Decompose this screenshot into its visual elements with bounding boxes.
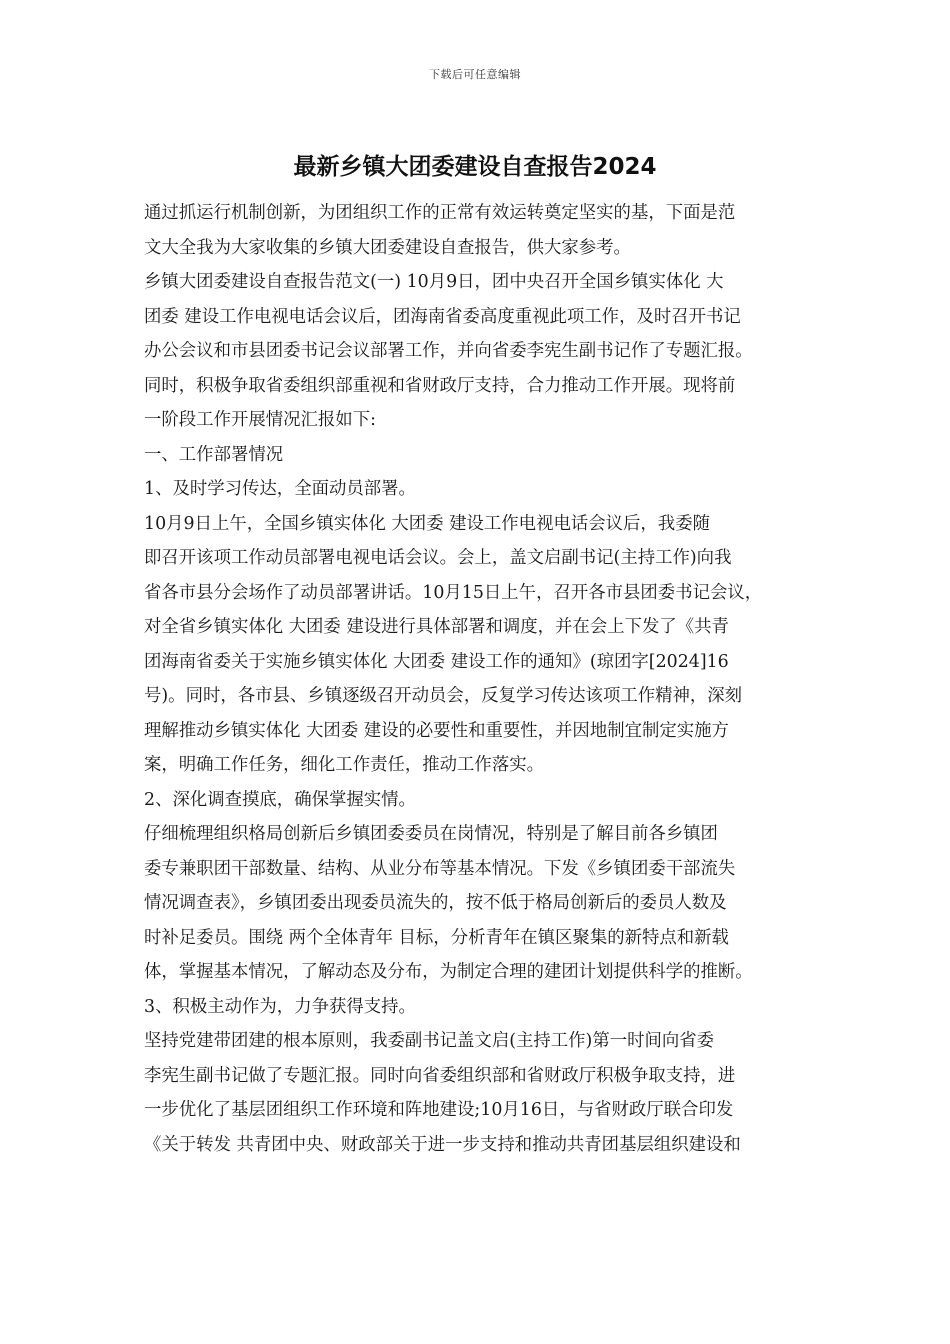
body-line: 体，掌握基本情况，了解动态及分布，为制定合理的建团计划提供科学的推断。 (144, 962, 753, 982)
body-line: 2、深化调查摸底，确保掌握实情。 (144, 789, 416, 810)
body-line: 同时，积极争取省委组织部重视和省财政厅支持，合力推动工作开展。现将前 (144, 375, 736, 396)
body-line: 对全省乡镇实体化 大团委 建设进行具体部署和调度，并在会上下发了《共青 (144, 617, 729, 637)
body-line: 乡镇大团委建设自查报告范文(一) 10月9日，团中央召开全国乡镇实体化 大 (144, 272, 724, 292)
document-body (144, 196, 810, 1162)
body-line: 通过抓运行机制创新，为团组织工作的正常有效运转奠定坚实的基，下面是范 (144, 203, 736, 223)
body-line: 一步优化了基层团组织工作环境和阵地建设;10月16日，与省财政厅联合印发 (144, 1100, 734, 1120)
body-line: 一、工作部署情况 (144, 444, 284, 465)
body-line: 号)。同时，各市县、乡镇逐级召开动员会，反复学习传达该项工作精神，深刻 (144, 686, 743, 706)
body-line: 时补足委员。围绕 两个全体青年 目标，分析青年在镇区聚集的新特点和新载 (144, 927, 729, 948)
body-line: 即召开该项工作动员部署电视电话会议。会上，盖文启副书记(主持工作)向我 (144, 548, 732, 568)
body-line: 省各市县分会场作了动员部署讲话。10月15日上午，召开各市县团委书记会议， (144, 582, 763, 603)
body-line: 情况调查表》，乡镇团委出现委员流失的，按不低于格局创新后的委员人数及 (144, 893, 727, 913)
body-line: 团海南省委关于实施乡镇实体化 大团委 建设工作的通知》(琼团字[2024]16 (144, 651, 729, 672)
body-line: 3、积极主动作为，力争获得支持。 (144, 996, 416, 1017)
header-note: 下载后可任意编辑 (429, 68, 521, 81)
body-line: 办公会议和市县团委书记会议部署工作，并向省委李宪生副书记作了专题汇报。 (144, 341, 753, 361)
body-line: 团委 建设工作电视电话会议后，团海南省委高度重视此项工作，及时召开书记 (144, 306, 741, 327)
body-line: 1、及时学习传达，全面动员部署。 (144, 479, 416, 499)
body-line: 一阶段工作开展情况汇报如下: (144, 410, 376, 430)
body-line: 《关于转发 共青团中央、财政部关于进一步支持和推动共青团基层组织建设和 (144, 1134, 741, 1155)
body-line: 10月9日上午，全国乡镇实体化 大团委 建设工作电视电话会议后，我委随 (144, 513, 710, 534)
document-title: 最新乡镇大团委建设自查报告2024 (293, 154, 657, 180)
body-line: 案，明确工作任务，细化工作责任，推动工作落实。 (144, 755, 544, 775)
body-line: 李宪生副书记做了专题汇报。同时向省委组织部和省财政厅积极争取支持，进 (144, 1065, 736, 1086)
body-line: 文大全我为大家收集的乡镇大团委建设自查报告，供大家参考。 (144, 237, 631, 258)
body-line: 仔细梳理组织格局创新后乡镇团委委员在岗情况，特别是了解目前各乡镇团 (144, 824, 718, 844)
body-line: 理解推动乡镇实体化 大团委 建设的必要性和重要性，并因地制宜制定实施方 (144, 720, 729, 741)
body-line: 坚持党建带团建的根本原则，我委副书记盖文启(主持工作)第一时间向省委 (144, 1031, 715, 1051)
body-line: 委专兼职团干部数量、结构、从业分布等基本情况。下发《乡镇团委干部流失 (144, 858, 736, 879)
